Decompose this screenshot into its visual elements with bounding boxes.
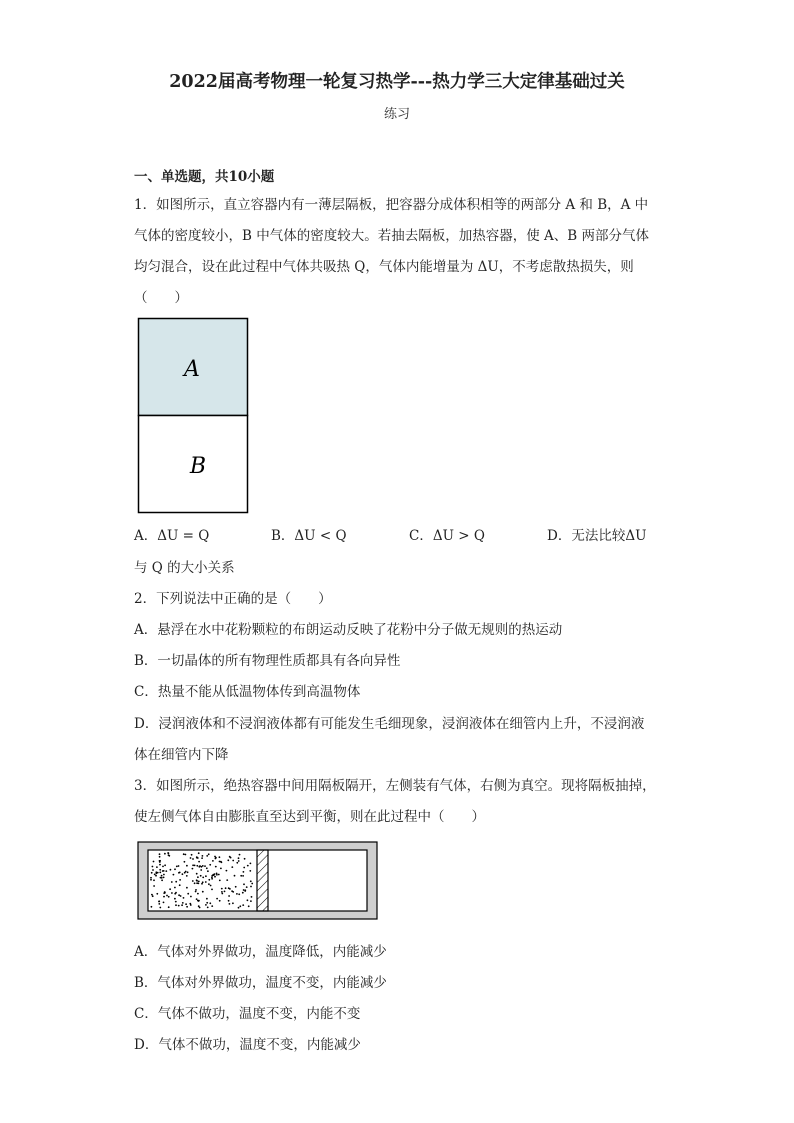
gas-dot [158,901,160,903]
gas-dot [161,879,163,881]
gas-dot [242,904,244,906]
gas-dot [200,869,202,871]
q1-stem-line-2: 气体的密度较小，B 中气体的密度较大。若抽去隔板，加热容器，使 A、B 两部分气体 [134,228,649,244]
gas-dot [221,893,223,895]
gas-dot [232,860,234,862]
gas-dot [228,887,230,889]
gas-dot [225,887,227,889]
gas-dot [200,875,202,877]
gas-dot [228,895,230,897]
q2-option-d: D．浸润液体和不浸润液体都有可能发生毛细现象，浸润液体在细管内上升，不浸润液 [134,716,645,732]
gas-dot [236,893,238,895]
gas-dot [230,857,232,859]
gas-dot [210,885,212,887]
gas-dot [214,873,216,875]
page-title: 2022届高考物理一轮复习热学---热力学三大定律基础过关 [169,72,625,92]
gas-dot [159,853,161,855]
gas-dot [182,873,184,875]
gas-dot [169,888,171,890]
gas-dot [208,883,210,885]
gas-dot [198,881,200,883]
gas-dot [248,905,250,907]
gas-dot [187,893,189,895]
gas-dot [179,879,181,881]
gas-dot [239,905,241,907]
q3-option-d: D．气体不做功，温度不变，内能减少 [134,1037,361,1053]
gas-dot [221,888,223,890]
q3-option-b: B．气体对外界做功，温度不变，内能减少 [134,975,387,991]
gas-dot [243,883,245,885]
gas-dot [194,865,196,867]
gas-dot [242,892,244,894]
gas-dot [238,907,240,909]
q1-label-b: B [189,454,207,479]
gas-dot [168,896,170,898]
gas-dot [226,879,228,881]
gas-dot [163,902,165,904]
gas-dot [155,871,157,873]
gas-dot [242,875,244,877]
gas-dot [150,877,152,879]
gas-dot [243,889,245,891]
gas-dot [159,869,161,871]
gas-dot [168,854,170,856]
gas-dot [205,904,207,906]
gas-dot [198,861,200,863]
gas-dot [192,868,194,870]
gas-dot [231,866,233,868]
gas-dot [208,879,210,881]
q1-option-d: D．无法比较ΔU [547,528,647,544]
gas-dot [196,898,198,900]
gas-dot [186,865,188,867]
gas-dot [164,891,166,893]
q1-option-a: A．ΔU = Q [134,528,210,544]
gas-dot [199,907,201,909]
gas-dot [246,886,248,888]
gas-dot [186,887,188,889]
gas-dot [196,882,198,884]
gas-dot [153,885,155,887]
gas-dot [221,861,223,863]
gas-dot [154,874,156,876]
gas-dot [250,863,252,865]
gas-dot [161,875,163,877]
gas-dot [202,881,204,883]
gas-dot [184,861,186,863]
gas-dot [198,866,200,868]
gas-dot [153,861,155,863]
gas-dot [174,887,176,889]
gas-dot [175,901,177,903]
gas-dot [189,903,191,905]
gas-dot [152,869,154,871]
gas-dot [185,871,187,873]
gas-dot [195,891,197,893]
gas-dot [190,857,192,859]
q2-option-c: C．热量不能从低温物体传到高温物体 [134,684,361,700]
gas-dot [238,893,240,895]
gas-dot [164,853,166,855]
gas-dot [250,900,252,902]
gas-dot [214,856,216,858]
gas-dot [179,872,181,874]
gas-dot [236,862,238,864]
q3-stem-line-1: 3．如图所示，绝热容器中间用隔板隔开，左侧装有气体，右侧为真空。现将隔板抽掉， [134,778,656,794]
gas-dot [249,870,251,872]
q3-option-c: C．气体不做功，温度不变，内能不变 [134,1006,361,1022]
q1-label-a: A [184,357,200,382]
gas-dot [219,856,221,858]
gas-dot [174,868,176,870]
gas-dot [174,898,176,900]
gas-dot [175,904,177,906]
gas-dot [204,865,206,867]
gas-dot [196,873,198,875]
gas-dot [216,874,218,876]
gas-dot [159,860,161,862]
gas-dot [196,865,198,867]
gas-dot [251,883,253,885]
gas-dot [250,880,252,882]
gas-dot [183,853,185,855]
gas-dot [186,875,188,877]
gas-dot [238,860,240,862]
gas-dot [211,905,213,907]
gas-dot [192,880,194,882]
gas-dot [185,854,187,856]
q1-option-d-continued: 与 Q 的大小关系 [134,560,235,576]
gas-dot [192,858,194,860]
gas-dot [191,854,193,856]
gas-dot [162,866,164,868]
gas-dot [195,889,197,891]
gas-dot [171,881,173,883]
gas-dot [247,865,249,867]
gas-dot [206,867,208,869]
gas-dot [168,906,170,908]
gas-dot [152,866,154,868]
gas-dot [202,891,204,893]
gas-dot [220,868,222,870]
gas-dot [186,906,188,908]
gas-dot [215,866,217,868]
gas-dot [232,902,234,904]
gas-dot [201,857,203,859]
gas-dot [206,902,208,904]
gas-dot [219,880,221,882]
gas-dot [190,896,192,898]
q2-option-d-continued: 体在细管内下降 [134,747,229,763]
q1-stem-line-4: （ ） [134,290,188,306]
gas-dot [235,886,237,888]
q1-stem-line-3: 均匀混合，设在此过程中气体共吸热 Q，气体内能增量为 ΔU，不考虑散热损失，则 [134,259,634,275]
gas-dot [159,907,161,909]
gas-dot [211,889,213,891]
gas-dot [166,895,168,897]
q1-option-c: C．ΔU > Q [409,528,485,544]
gas-dot [202,877,204,879]
q2-option-b: B．一切晶体的所有物理性质都具有各向异性 [134,653,401,669]
gas-dot [151,894,153,896]
q1-container-figure [137,317,251,515]
gas-dot [153,879,155,881]
gas-dot [187,871,189,873]
gas-dot [198,852,200,854]
gas-dot [240,875,242,877]
gas-dot [211,878,213,880]
gas-dot [227,859,229,861]
gas-dot [250,886,252,888]
gas-dot [212,860,214,862]
q2-option-a: A．悬浮在水中花粉颗粒的布朗运动反映了花粉中分子做无规则的热运动 [134,622,563,638]
gas-dot [168,852,170,854]
gas-dot [239,854,241,856]
gas-dot [208,853,210,855]
gas-dot [202,855,204,857]
gas-dot [214,876,216,878]
gas-dot [175,881,177,883]
q3-insulated-container-figure [137,841,379,921]
gas-dot [209,902,211,904]
gas-dot [151,906,153,908]
gas-dot [183,897,185,899]
gas-dot [181,904,183,906]
gas-dot [156,866,158,868]
gas-dot [165,870,167,872]
q2-stem: 2．下列说法中正确的是（ ） [134,591,332,607]
gas-dot [198,900,200,902]
gas-dot [178,905,180,907]
gas-dot [176,866,178,868]
gas-dot [150,879,152,881]
gas-dot [156,893,158,895]
gas-dot [209,864,211,866]
gas-dot [163,896,165,898]
gas-dot [178,894,180,896]
gas-dot [216,898,218,900]
q3-option-a: A．气体对外界做功，温度降低，内能减少 [134,944,387,960]
gas-dot [226,870,228,872]
gas-dot [228,900,230,902]
gas-dot [247,899,249,901]
gas-dot [251,896,253,898]
gas-dot [179,884,181,886]
gas-dot [163,874,165,876]
gas-dot [194,882,196,884]
gas-dot [219,900,221,902]
gas-dot [162,870,164,872]
page-subtitle: 练习 [383,107,410,122]
gas-dot [215,858,217,860]
gas-dot [243,871,245,873]
gas-dot [171,892,173,894]
gas-dot [229,903,231,905]
gas-dot [155,875,157,877]
gas-dot [243,867,245,869]
gas-dot [196,857,198,859]
gas-dot [152,895,154,897]
gas-dot [206,855,208,857]
gas-dot [197,876,199,878]
gas-dot [158,903,160,905]
gas-dot [207,870,209,872]
gas-dot [164,864,166,866]
q1-stem-line-1: 1．如图所示，直立容器内有一薄层隔板，把容器分成体积相等的两部分 A 和 B，A 中 [134,197,649,213]
gas-dot [234,875,236,877]
gas-dot [238,857,240,859]
gas-dot [170,869,172,871]
gas-dot [160,877,162,879]
q3-stem-line-2: 使左侧气体自由膨胀直至达到平衡，则在此过程中（ ） [134,809,485,825]
gas-dot [182,902,184,904]
gas-dot [207,907,209,909]
gas-dot [206,898,208,900]
gas-dot [178,865,180,867]
gas-dot [173,874,175,876]
gas-dot [219,861,221,863]
gas-dot [205,875,207,877]
gas-dot [159,864,161,866]
q1-option-b: B．ΔU < Q [271,528,347,544]
gas-dot [231,890,233,892]
gas-dot [159,872,161,874]
gas-dot [221,891,223,893]
gas-dot [244,890,246,892]
section-heading: 一、单选题，共10小题 [134,169,275,185]
gas-dot [163,877,165,879]
gas-dot [197,893,199,895]
gas-dot [224,891,226,893]
q3-partition [257,850,268,911]
gas-dot [196,879,198,881]
gas-dot [151,872,153,874]
gas-dot [201,866,203,868]
gas-dot [185,903,187,905]
gas-dot [159,856,161,858]
gas-dot [218,874,220,876]
gas-dot [175,892,177,894]
gas-dot [244,858,246,860]
gas-dot [205,881,207,883]
